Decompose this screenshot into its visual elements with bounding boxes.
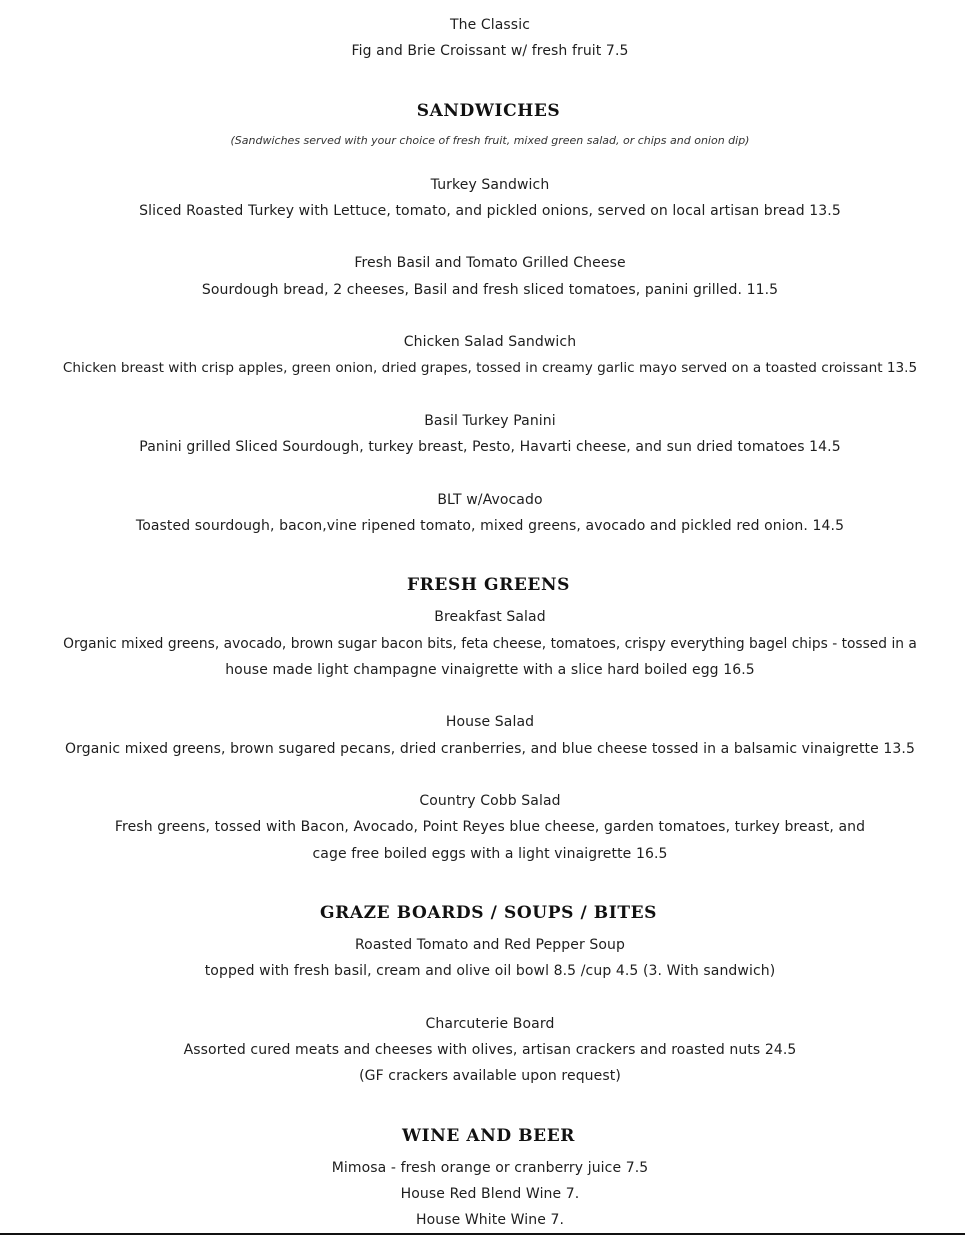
item-description: house made light champagne vinaigrette with a slice hard boiled egg 16.5 (225, 662, 755, 678)
item-name: BLT w/Avocado (437, 492, 543, 508)
item-description: Sliced Roasted Turkey with Lettuce, tomato, and pickled onions, served on local artisan bread 13.5 (139, 203, 841, 219)
item-description: Organic mixed greens, avocado, brown sugar bacon bits, feta cheese, tomatoes, crispy everything bagel chips - tossed in a (63, 636, 917, 652)
item-description: Toasted sourdough, bacon,vine ripened tomato, mixed greens, avocado and pickled red onion. 14.5 (135, 518, 845, 534)
item-name: Roasted Tomato and Red Pepper Soup (354, 937, 626, 953)
page-bottom-border (0, 1233, 965, 1235)
item-description: Chicken breast with crisp apples, green onion, dried grapes, tossed in creamy garlic mayo served on a toasted croissant 13.5 (62, 360, 918, 376)
section-heading-fresh-greens: FRESH GREENS (407, 575, 570, 595)
item-description: cage free boiled eggs with a light vinaigrette 16.5 (312, 846, 668, 862)
item-name: Basil Turkey Panini (424, 413, 556, 429)
item-name: The Classic (449, 17, 530, 33)
section-heading-wine-and-beer: WINE AND BEER (401, 1126, 576, 1146)
item-description: Fig and Brie Croissant w/ fresh fruit 7.5 (351, 43, 629, 59)
item-description: Fresh greens, tossed with Bacon, Avocado, Point Reyes blue cheese, garden tomatoes, turkey breast, and (114, 819, 866, 835)
drink-item: House White Wine 7. (415, 1212, 565, 1228)
item-name: House Salad (445, 714, 535, 730)
item-name: Fresh Basil and Tomato Grilled Cheese (354, 255, 626, 271)
item-description: topped with fresh basil, cream and olive oil bowl 8.5 /cup 4.5 (3. With sandwich) (204, 963, 776, 979)
section-heading-graze-boards: GRAZE BOARDS / SOUPS / BITES (319, 903, 658, 923)
item-description: Panini grilled Sliced Sourdough, turkey breast, Pesto, Havarti cheese, and sun dried tomatoes 14.5 (139, 439, 841, 455)
item-description: Assorted cured meats and cheeses with olives, artisan crackers and roasted nuts 24.5 (183, 1042, 797, 1058)
section-heading-sandwiches: SANDWICHES (416, 101, 561, 121)
drink-item: House Red Blend Wine 7. (400, 1186, 580, 1202)
item-name: Country Cobb Salad (419, 793, 561, 809)
item-name: Breakfast Salad (434, 609, 546, 625)
item-name: Charcuterie Board (425, 1016, 555, 1032)
section-note: (Sandwiches served with your choice of fresh fruit, mixed green salad, or chips and onion dip) (230, 134, 750, 147)
item-name: Chicken Salad Sandwich (403, 334, 577, 350)
item-name: Turkey Sandwich (430, 177, 550, 193)
drink-item: Mimosa - fresh orange or cranberry juice 7.5 (331, 1160, 649, 1176)
item-description: (GF crackers available upon request) (359, 1068, 621, 1084)
item-description: Organic mixed greens, brown sugared pecans, dried cranberries, and blue cheese tossed in a balsamic vinaigrette 13.5 (65, 741, 915, 757)
item-description: Sourdough bread, 2 cheeses, Basil and fresh sliced tomatoes, panini grilled. 11.5 (201, 282, 779, 298)
